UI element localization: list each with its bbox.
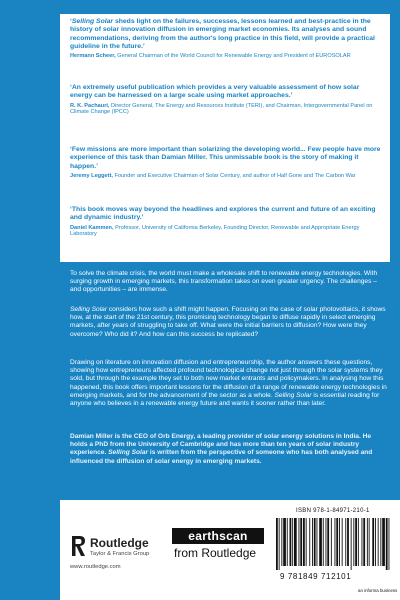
barcode-bar bbox=[317, 518, 318, 566]
barcode-bar bbox=[339, 518, 340, 566]
endorsement bbox=[70, 146, 382, 180]
barcode-bar bbox=[347, 518, 349, 566]
barcode-bar bbox=[342, 518, 343, 566]
barcode-bar bbox=[386, 518, 388, 570]
barcode-bar bbox=[331, 518, 332, 566]
barcode-bar bbox=[312, 518, 313, 566]
barcode-bar bbox=[326, 518, 327, 566]
barcode-bar bbox=[292, 518, 293, 566]
earthscan-wordmark: earthscan bbox=[172, 528, 264, 544]
publisher-name: Routledge bbox=[90, 536, 149, 550]
barcode-bar bbox=[327, 518, 329, 566]
endorsements-panel bbox=[60, 14, 390, 262]
barcode-bar bbox=[283, 518, 286, 566]
barcode-bar bbox=[309, 518, 310, 566]
earthscan-from: from Routledge bbox=[174, 546, 257, 560]
routledge-r-icon bbox=[70, 534, 86, 558]
barcode-bar bbox=[335, 518, 336, 566]
barcode-bar bbox=[306, 518, 307, 566]
barcode-bar bbox=[389, 518, 390, 570]
publisher-url: www.routledge.com bbox=[70, 564, 121, 570]
author-bio: Damian Miller is the CEO of Orb Energy, a leading provider of solar energy solutions in India. He holds a PhD from the University of Cambridge and has more than ten years of solar industry experience. Selling Solar is written from the perspective of someone who has both analysed and influenced the diffusion of solar energy in emerging markets. bbox=[70, 433, 373, 465]
barcode-bar bbox=[353, 518, 354, 566]
description-paragraph: Selling Solar considers how such a shift might happen. Focusing on the case of solar photovoltaics, it shows how, at the start of the 21st century, this promising technology began to diffuse rapidly in select emerging markets, after years of struggling to take off. What were the initial barriers to diffusion? How were they overcome? Who did it? And how can this success be replicated? bbox=[70, 306, 386, 338]
endorsement-author: Daniel Kammen, Professor, University of California Berkeley, Founding Director, Renewable and Appropriate Energy Laboratory bbox=[70, 224, 360, 238]
barcode-bar bbox=[363, 518, 365, 566]
barcode-bar bbox=[351, 518, 352, 570]
publisher-strip bbox=[60, 500, 400, 600]
barcode-icon bbox=[274, 518, 392, 570]
barcode-bar bbox=[299, 518, 300, 566]
barcode-bar bbox=[367, 518, 368, 566]
endorsement-text: ‘This book moves way beyond the headlines and explores the current and future of an exciting and dynamic industry.’ bbox=[70, 206, 376, 222]
barcode-bar bbox=[290, 518, 292, 566]
barcode-bar bbox=[294, 518, 297, 566]
barcode-number: 9 781849 712101 bbox=[280, 572, 352, 581]
imprint-note: an informa business bbox=[358, 588, 398, 593]
barcode-bar bbox=[319, 518, 322, 566]
endorsement-text: ‘Selling Solar sheds light on the failures, successes, lessons learned and best-practice in the history of solar innovation diffusion in emerging market economies. Its analyses and sound recommendations, deriving from the author's long practice in this field, will provide a practical guideline in the future.’ bbox=[70, 18, 375, 50]
barcode-bar bbox=[300, 518, 302, 566]
barcode-bar bbox=[380, 518, 381, 566]
description-paragraph: Drawing on literature on innovation diffusion and entrepreneurship, the author answers these questions, showing how entrepreneurs affected profound technological change not just through the solar systems they sold, but through the example they set to both new market entrants and policymakers. In analysing how this happened, this book offers important lessons for the diffusion of a range of renewable energy technologies in emerging markets, and for the advancement of the sector as a whole. Selling Solar is essential reading for anyone who believes in a renewable energy future and wants it sooner rather than later. bbox=[70, 359, 387, 408]
barcode-bar bbox=[281, 518, 282, 566]
barcode-bar bbox=[323, 518, 324, 566]
endorsement bbox=[70, 18, 382, 60]
barcode-bar bbox=[314, 518, 316, 566]
barcode-bar bbox=[362, 518, 363, 566]
earthscan-logo bbox=[172, 528, 264, 572]
barcode-bar bbox=[303, 518, 305, 566]
barcode-bar bbox=[276, 518, 278, 570]
endorsement-text: ‘An extremely useful publication which provides a very valuable assessment of how solar energy can be harnessed on a large scale using market approaches.’ bbox=[70, 84, 360, 100]
barcode-bar bbox=[336, 518, 338, 566]
barcode-bar bbox=[375, 518, 376, 566]
description-paragraph: To solve the climate crisis, the world must make a wholesale shift to renewable energy technologies. With surging growth in emerging markets, this transformation takes on even greater urgency. The challenges – and opportunities – are immense. bbox=[70, 270, 378, 294]
endorsement bbox=[70, 84, 382, 116]
barcode-bar bbox=[382, 518, 385, 566]
barcode-bar bbox=[287, 518, 288, 566]
barcode-bar bbox=[372, 518, 374, 566]
barcode-bar bbox=[355, 518, 357, 566]
publisher-group: Taylor & Francis Group bbox=[90, 551, 150, 557]
endorsement-author: Hermann Scheer, General Chairman of the World Council for Renewable Energy and President of EUROSOLAR bbox=[70, 53, 351, 60]
endorsement-author: R. K. Pachauri, Director General, The Energy and Resources Institute (TERI), and Chairman, Intergovernmental Panel on Climate Change (IPCC) bbox=[70, 102, 373, 116]
endorsement-author: Jeremy Leggett, Founder and Executive Chairman of Solar Century, and author of Half Gone and The Carbon War bbox=[70, 172, 356, 179]
barcode-bar bbox=[279, 518, 280, 570]
isbn-label: ISBN 978-1-84971-210-1 bbox=[296, 508, 370, 514]
barcode-bar bbox=[378, 518, 379, 566]
barcode-bar bbox=[358, 518, 359, 566]
barcode-bar bbox=[345, 518, 346, 566]
endorsement-text: ‘Few missions are more important than solarizing the developing world... Few people have more experience of this task than Damian Miller. This unmissable book is the story of making it happen.’ bbox=[70, 146, 381, 170]
endorsement bbox=[70, 206, 382, 238]
barcode-bar bbox=[369, 518, 370, 566]
